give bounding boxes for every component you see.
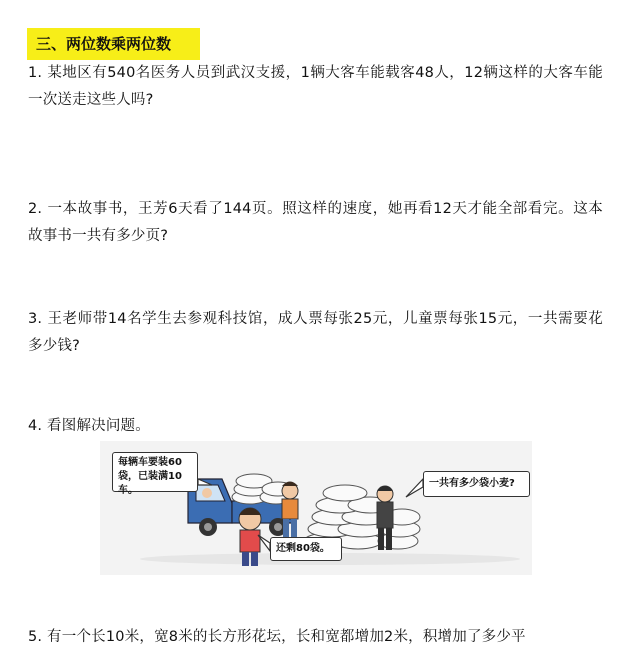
section-title: 三、两位数乘两位数 <box>27 28 200 60</box>
worker-figure <box>282 482 298 540</box>
question-2: 2. 一本故事书，王芳6天看了144页。照这样的速度，她再看12天才能全部看完。这本故事书一共有多少页? <box>28 201 603 244</box>
speech-bubble-question: 一共有多少袋小麦? <box>423 471 530 497</box>
question-3: 3. 王老师带14名学生去参观科技馆，成人票每张25元，儿童票每张15元，一共需要花多少钱? <box>28 311 603 354</box>
illustration-figure <box>100 441 532 575</box>
question-1: 1. 某地区有540名医务人员到武汉支援，1辆大客车能载客48人，12辆这样的大客车能一次送走这些人吗? <box>28 65 603 108</box>
speech-bubble-child: 还剩80袋。 <box>270 537 342 561</box>
speech-bubble-driver: 每辆车要装60袋，已装满10车。 <box>112 452 198 492</box>
question-4: 4. 看图解决问题。 <box>28 418 150 434</box>
question-5: 5. 有一个长10米，宽8米的长方形花坛，长和宽都增加2米，积增加了多少平 <box>28 629 526 645</box>
